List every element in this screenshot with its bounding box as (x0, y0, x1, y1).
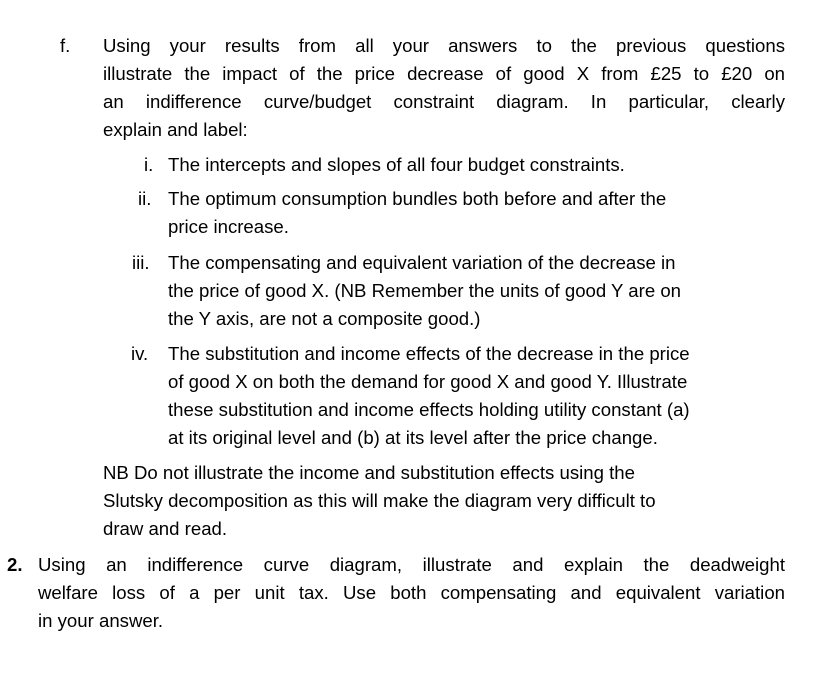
note-line-3: draw and read. (103, 518, 228, 539)
subitem-iii-line-1: The compensating and equivalent variation of the decrease in (168, 252, 676, 273)
item-f-line-3: an indifference curve/budget constraint diagram. In particular, clearly (103, 91, 785, 112)
subitem-iii-marker: iii. (132, 252, 150, 273)
subitem-iii-line-3: the Y axis, are not a composite good.) (168, 308, 481, 329)
item-f-line-4: explain and label: (103, 119, 248, 140)
subitem-i-line-1: The intercepts and slopes of all four budget constraints. (168, 154, 625, 175)
item-f-marker: f. (60, 35, 71, 56)
item-f-line-1: Using your results from all your answers to the previous questions (103, 35, 785, 56)
subitem-iv-line-3: these substitution and income effects holding utility constant (a) (168, 399, 690, 420)
question-2-line-3: in your answer. (38, 610, 164, 631)
note-line-2: Slutsky decomposition as this will make the diagram very difficult to (103, 490, 656, 511)
subitem-iv-line-2: of good X on both the demand for good X and good Y. Illustrate (168, 371, 688, 392)
note-line-1: NB Do not illustrate the income and substitution effects using the (103, 462, 635, 483)
subitem-iv-marker: iv. (131, 343, 149, 364)
question-2-line-1: Using an indifference curve diagram, illustrate and explain the deadweight (38, 554, 785, 575)
item-f-line-2: illustrate the impact of the price decrease of good X from £25 to £20 on (103, 63, 785, 84)
question-2-line-2: welfare loss of a per unit tax. Use both compensating and equivalent variation (38, 582, 785, 603)
subitem-i-marker: i. (144, 154, 154, 175)
subitem-iv-line-1: The substitution and income effects of the decrease in the price (168, 343, 690, 364)
subitem-ii-line-1: The optimum consumption bundles both before and after the (168, 188, 667, 209)
subitem-iv-line-4: at its original level and (b) at its level after the price change. (168, 427, 658, 448)
subitem-iii-line-2: the price of good X. (NB Remember the units of good Y are on (168, 280, 682, 301)
question-2-marker: 2. (7, 554, 23, 575)
subitem-ii-line-2: price increase. (168, 216, 289, 237)
subitem-ii-marker: ii. (138, 188, 152, 209)
